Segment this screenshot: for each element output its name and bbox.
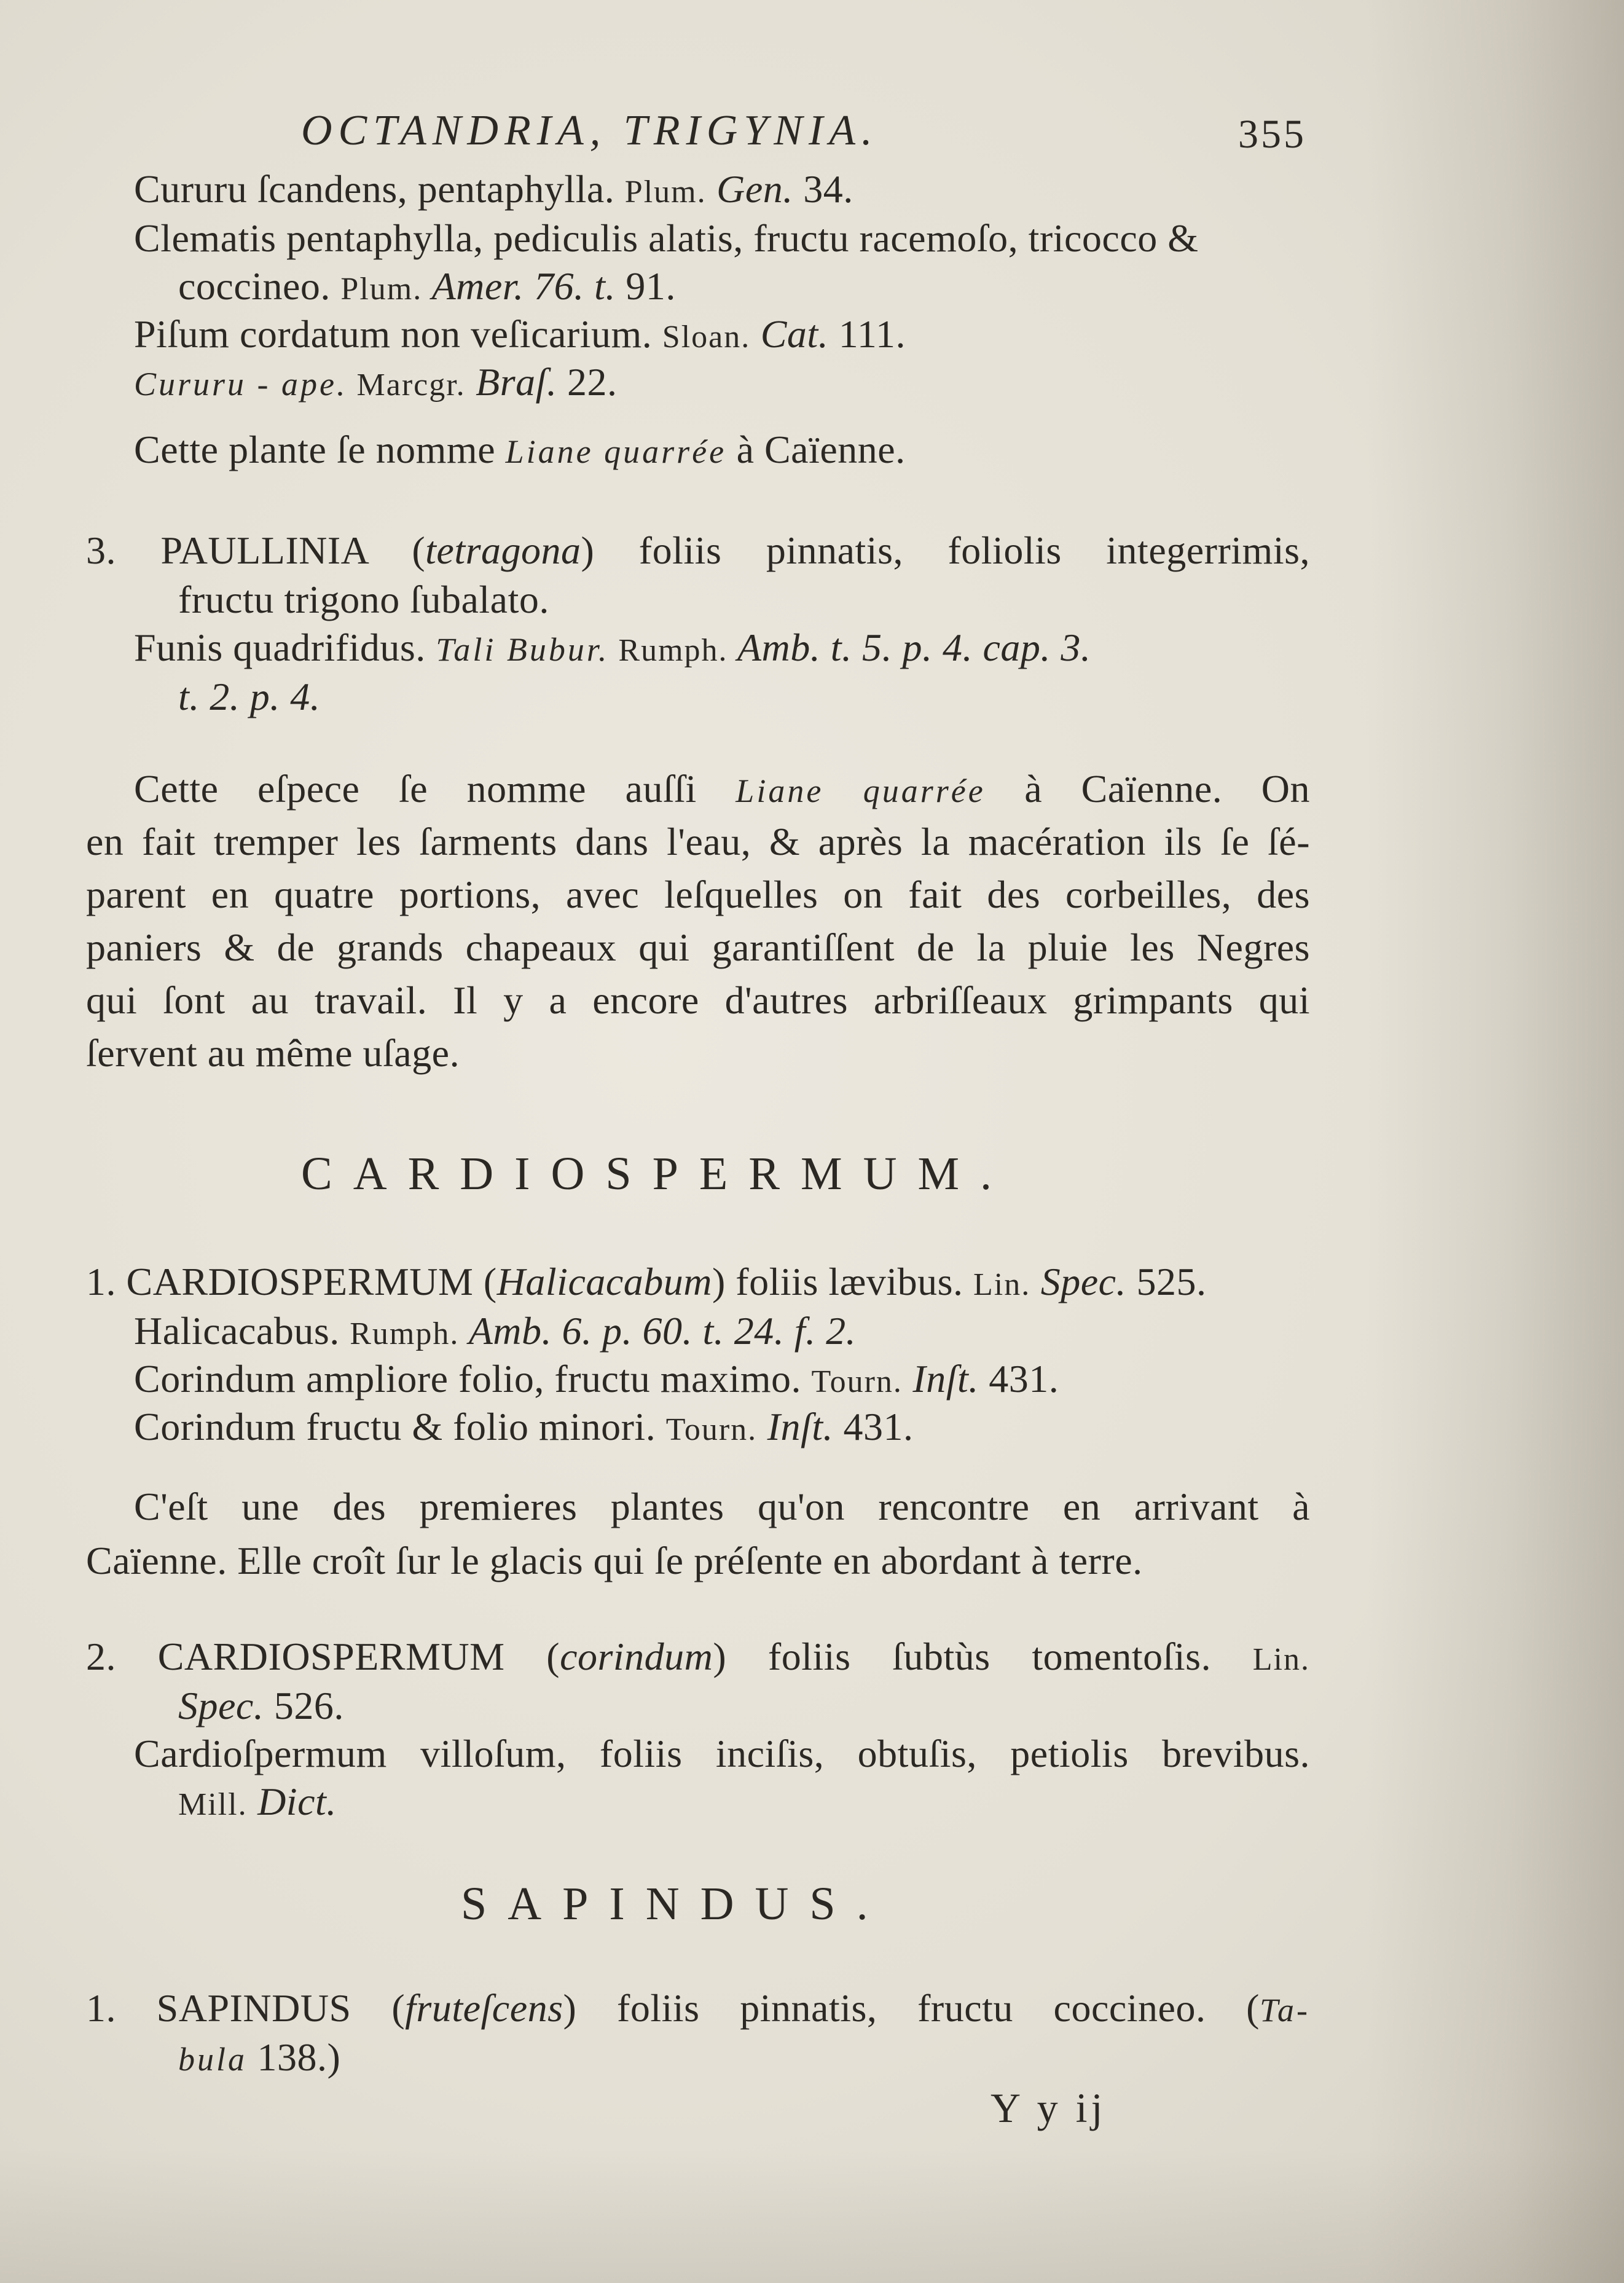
paragraph-line: ſervent au même uſage. (86, 1031, 460, 1075)
page-shadow-bottom (0, 2148, 1624, 2283)
synonym-line: Cardioſpermum villoſum, foliis inciſis, obtuſis, petiolis brevibus. (134, 1732, 1310, 1775)
synonym-line: coccineo. Plum. Amer. 76. t. 91. (178, 264, 676, 308)
synonym-line: Clematis pentaphylla, pediculis alatis, fructu racemoſo, tricocco & (134, 216, 1199, 260)
running-head-title: OCTANDRIA, TRIGYNIA. (301, 107, 879, 154)
synonym-line: Cururu ſcandens, pentaphylla. Plum. Gen. 34. (134, 167, 853, 211)
signature-mark: Y y ij (990, 2085, 1107, 2131)
synonym-line: Corindum fructu & folio minori. Tourn. Inſt. 431. (134, 1405, 914, 1448)
species-entry-line: fructu trigono ſubalato. (178, 578, 549, 621)
species-entry-paullinia: 3. PAULLINIA (tetragona) foliis pinnatis, foliolis integerrimis, (86, 529, 1310, 572)
species-entry-line: Spec. 526. (178, 1684, 344, 1727)
paragraph-line: C'eſt une des premieres plantes qu'on rencontre en arrivant à (134, 1485, 1310, 1528)
genus-heading-cardiospermum: CARDIOSPERMUM. (301, 1148, 1013, 1200)
paragraph-line: qui ſont au travail. Il y a encore d'autres arbriſſeaux grimpants qui (86, 978, 1310, 1022)
species-entry-sapindus-frutescens: 1. SAPINDUS (fruteſcens) foliis pinnatis, fructu coccineo. (Ta- (86, 1986, 1311, 2030)
common-name-note: Cette plante ſe nomme Liane quarrée à Caïenne. (134, 428, 906, 471)
paragraph-line: Cette eſpece ſe nomme auſſi Liane quarrée à Caïenne. On (134, 767, 1311, 811)
synonym-line: t. 2. p. 4. (178, 675, 321, 718)
species-entry-cardiospermum-corindum: 2. CARDIOSPERMUM (corindum) foliis ſubtùs tomentoſis. Lin. (86, 1635, 1311, 1678)
genus-heading-sapindus: SAPINDUS. (461, 1878, 889, 1930)
paragraph-line: paniers & de grands chapeaux qui garantiſſent de la pluie les Negres (86, 925, 1310, 969)
species-entry-cardiospermum-halicacabum: 1. CARDIOSPERMUM (Halicacabum) foliis lævibus. Lin. Spec. 525. (86, 1260, 1207, 1303)
synonym-line: Funis quadrifidus. Tali Bubur. Rumph. Amb. t. 5. p. 4. cap. 3. (134, 626, 1091, 669)
synonym-line: Mill. Dict. (178, 1780, 337, 1823)
synonym-line: Cururu - ape. Marcgr. Braſ. 22. (134, 360, 618, 404)
paragraph-line: parent en quatre portions, avec leſquelles on fait des corbeilles, des (86, 873, 1310, 916)
page-number: 355 (1238, 112, 1306, 157)
page-shadow-right (1366, 0, 1624, 2283)
paragraph-line: Caïenne. Elle croît ſur le glacis qui ſe préſente en abordant à terre. (86, 1539, 1143, 1582)
paragraph-line: en fait tremper les ſarments dans l'eau, & après la macération ils ſe ſé- (86, 820, 1310, 863)
synonym-line: Piſum cordatum non veſicarium. Sloan. Cat. 111. (134, 312, 906, 356)
synonym-line: Corindum ampliore folio, fructu maximo. Tourn. Inſt. 431. (134, 1357, 1059, 1401)
synonym-line: Halicacabus. Rumph. Amb. 6. p. 60. t. 24. f. 2. (134, 1309, 857, 1353)
species-entry-line: bula 138.) (178, 2035, 341, 2079)
